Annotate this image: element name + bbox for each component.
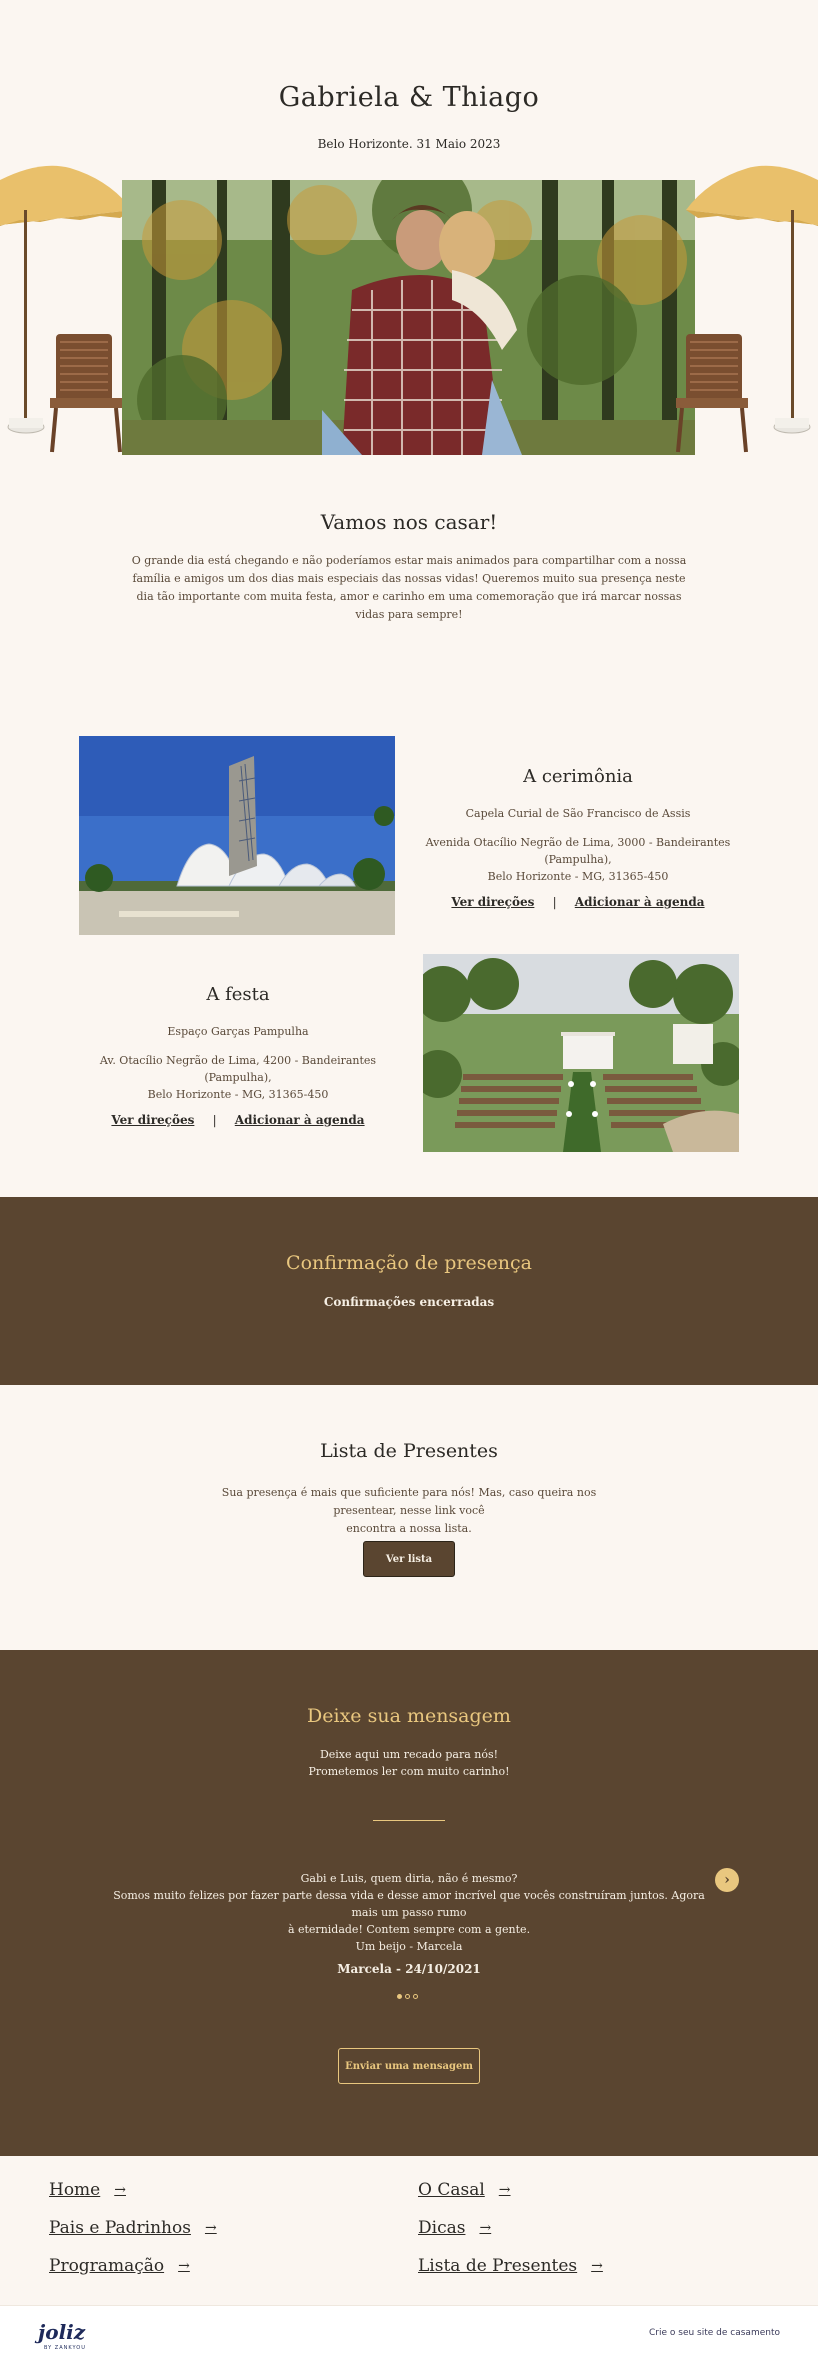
- ceremony-info: [418, 766, 738, 909]
- party-info: [78, 984, 398, 1127]
- party-links: [78, 1113, 398, 1127]
- footer-link-tips[interactable]: [418, 2218, 491, 2238]
- next-message-button[interactable]: [715, 1868, 739, 1892]
- hero-section: [0, 0, 818, 460]
- carousel-dot[interactable]: [413, 1994, 418, 1999]
- arrow-right-icon: →: [498, 2182, 511, 2198]
- ceremony-links: [418, 895, 738, 909]
- carousel-dot[interactable]: [397, 1994, 402, 1999]
- footer-link-home[interactable]: [49, 2180, 126, 2200]
- footer-link-label: O Casal: [418, 2180, 485, 2200]
- messages-subtitle-line-1: Deixe aqui um recado para nós!: [319, 1748, 499, 1761]
- footer-link-gift-list[interactable]: [418, 2256, 603, 2276]
- brand-bar: [0, 2305, 818, 2361]
- footer-link-couple[interactable]: [418, 2180, 511, 2200]
- footer-link-label: Lista de Presentes: [418, 2256, 578, 2276]
- message-body: [110, 1870, 708, 1955]
- footer-link-schedule[interactable]: [49, 2256, 190, 2276]
- rsvp-status: Confirmações encerradas: [323, 1295, 495, 1309]
- message-line-3: à eternidade! Contem sempre com a gente.: [287, 1923, 531, 1936]
- party-place: Espaço Garças Pampulha: [167, 1025, 309, 1038]
- intro-title: Vamos nos casar!: [320, 510, 498, 534]
- ceremony-add-calendar-link[interactable]: Adicionar à agenda: [574, 895, 705, 909]
- messages-title: Deixe sua mensagem: [307, 1705, 511, 1727]
- message-line-4: Um beijo - Marcela: [355, 1940, 463, 1953]
- party-address: [78, 1052, 398, 1103]
- message-line-1: Gabi e Luis, quem diria, não é mesmo?: [300, 1872, 518, 1885]
- ceremony-place: Capela Curial de São Francisco de Assis: [465, 807, 691, 820]
- right-chair-illustration: [676, 332, 748, 454]
- ceremony-address: [418, 834, 738, 885]
- joliz-logo-subtext: BY ZANKYOU: [44, 2345, 86, 2351]
- party-title: A festa: [206, 984, 270, 1005]
- ceremony-church-photo: [79, 736, 395, 935]
- wedding-date-location: Belo Horizonte. 31 Maio 2023: [317, 137, 501, 151]
- link-separator: |: [212, 1113, 217, 1127]
- party-address-line-1: Av. Otacílio Negrão de Lima, 4200 - Bandeirantes (Pampulha),: [99, 1054, 377, 1084]
- couple-names: Gabriela & Thiago: [278, 82, 540, 113]
- party-directions-link[interactable]: Ver direções: [111, 1113, 195, 1127]
- gift-list-title: Lista de Presentes: [320, 1440, 498, 1462]
- carousel-dot[interactable]: [405, 1994, 410, 1999]
- chevron-right-icon: ›: [724, 1872, 730, 1888]
- ceremony-directions-link[interactable]: Ver direções: [451, 895, 535, 909]
- footer-link-label: Dicas: [418, 2218, 466, 2238]
- arrow-right-icon: →: [591, 2258, 603, 2274]
- gift-list-text: [190, 1484, 628, 1538]
- send-message-button[interactable]: Enviar uma mensagem: [338, 2048, 480, 2084]
- message-line-2: Somos muito felizes por fazer parte dessa vida e desse amor incrível que vocês construíram juntos. Agora mais um passo rumo: [113, 1889, 705, 1919]
- footer-link-label: Programação: [49, 2256, 165, 2276]
- party-address-line-2: Belo Horizonte - MG, 31365-450: [147, 1088, 329, 1101]
- footer-nav: [0, 2180, 818, 2305]
- arrow-right-icon: →: [114, 2182, 126, 2198]
- left-chair-illustration: [50, 332, 122, 454]
- gift-list-text-line-2: encontra a nossa lista.: [346, 1522, 472, 1535]
- party-venue-photo: [423, 954, 739, 1152]
- messages-divider: [373, 1820, 445, 1821]
- carousel-dots: [397, 1994, 418, 1999]
- ceremony-title: A cerimônia: [523, 766, 633, 787]
- ceremony-address-line-1: Avenida Otacílio Negrão de Lima, 3000 - Bandeirantes (Pampulha),: [425, 836, 731, 866]
- intro-text: O grande dia está chegando e não poderíamos estar mais animados para compartilhar com a nossa família e amigos um dos dias mais especiais das nossas vidas! Queremos muito sua presença neste dia tão importante com muita festa, amor e carinho em uma comemoração que irá marcar nossas vidas para sempre!: [131, 554, 687, 621]
- party-add-calendar-link[interactable]: Adicionar à agenda: [234, 1113, 365, 1127]
- messages-subtitle-line-2: Prometemos ler com muito carinho!: [308, 1765, 510, 1778]
- arrow-right-icon: →: [204, 2220, 217, 2236]
- gift-list-text-line-1: Sua presença é mais que suficiente para nós! Mas, caso queira nos presentear, nesse link você: [221, 1486, 597, 1517]
- messages-section: [0, 1650, 818, 2156]
- rsvp-title: Confirmação de presença: [286, 1252, 532, 1274]
- footer-link-label: Pais e Padrinhos: [49, 2218, 191, 2238]
- ceremony-address-line-2: Belo Horizonte - MG, 31365-450: [487, 870, 669, 883]
- messages-subtitle: [0, 1746, 818, 1780]
- arrow-right-icon: →: [479, 2220, 492, 2236]
- create-site-link[interactable]: Crie o seu site de casamento: [649, 2328, 780, 2338]
- arrow-right-icon: →: [178, 2258, 190, 2274]
- link-separator: |: [552, 895, 557, 909]
- rsvp-section: [0, 1197, 818, 1385]
- footer-link-parents[interactable]: [49, 2218, 217, 2238]
- message-author: Marcela - 24/10/2021: [337, 1962, 481, 1976]
- view-gift-list-button[interactable]: Ver lista: [363, 1541, 455, 1577]
- joliz-logo[interactable]: joliz: [38, 2320, 86, 2344]
- footer-link-label: Home: [49, 2180, 101, 2200]
- couple-hero-photo: [122, 180, 695, 455]
